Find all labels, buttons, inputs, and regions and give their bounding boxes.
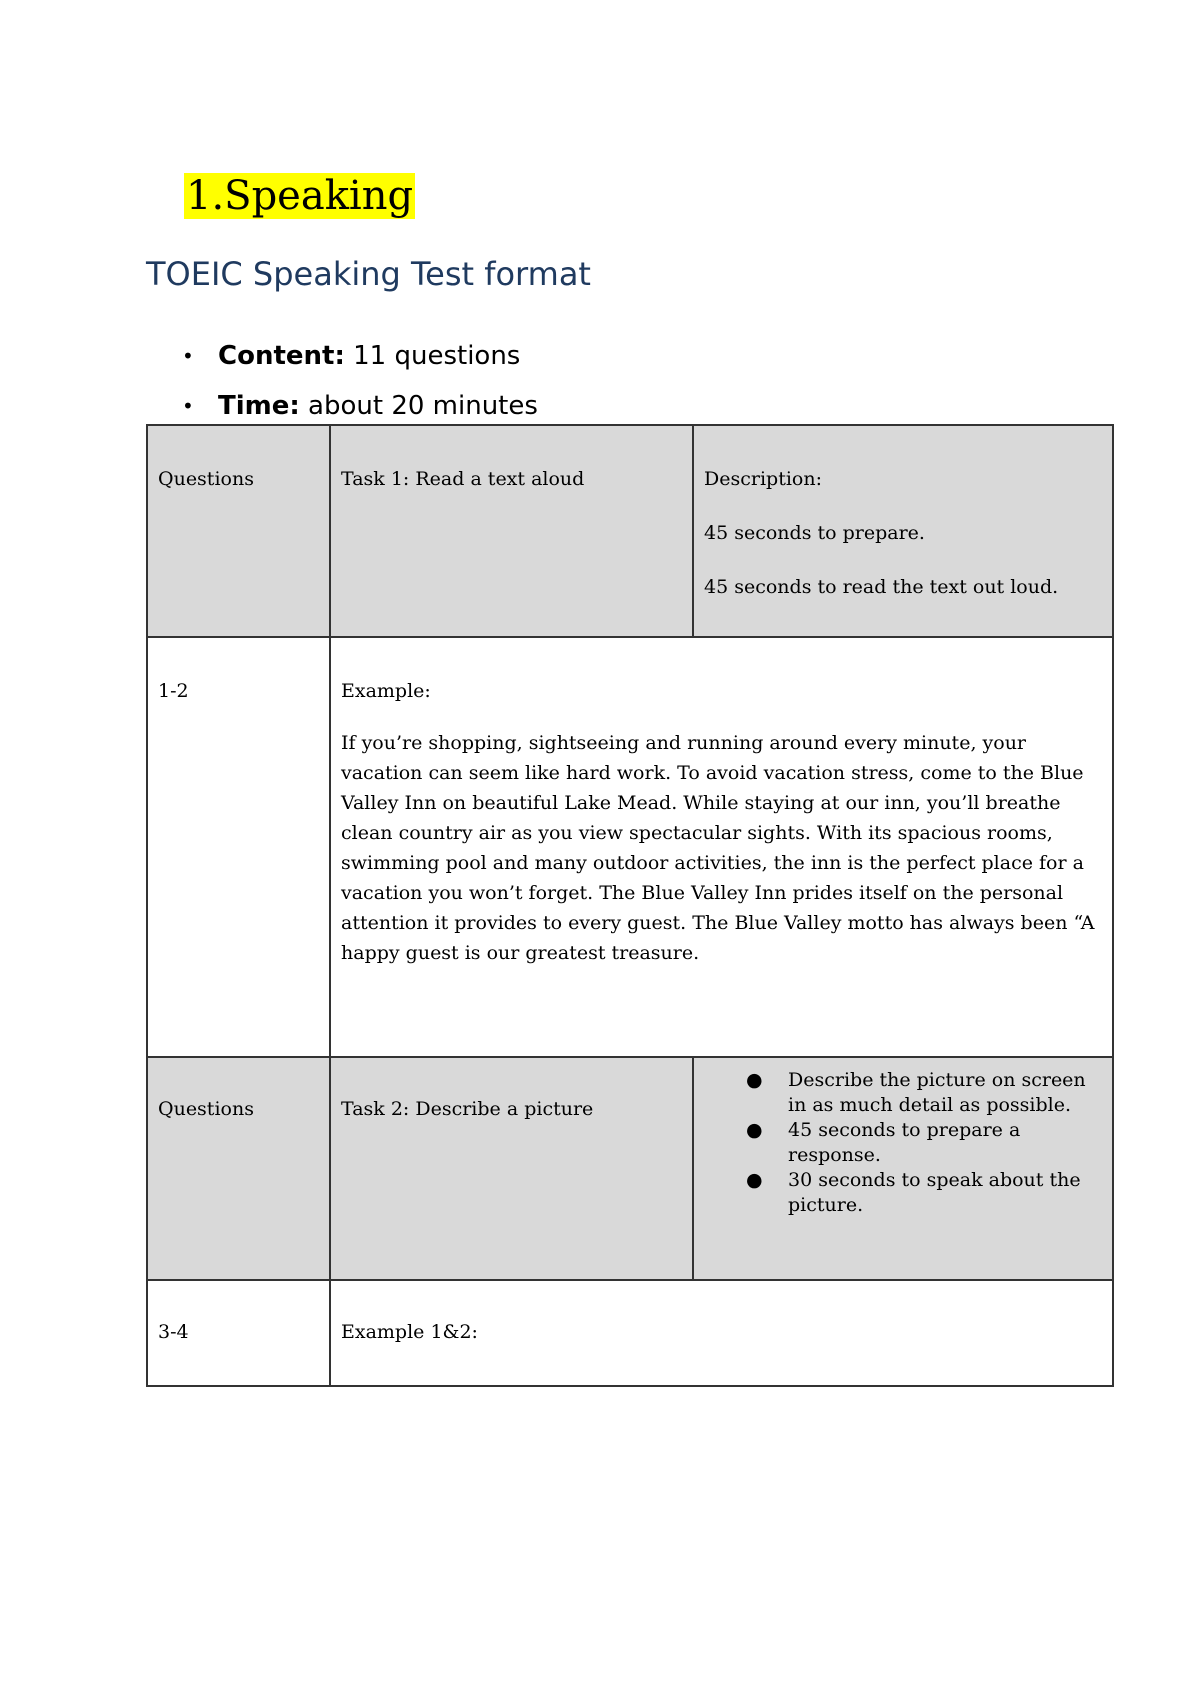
summary-list — [146, 336, 538, 436]
table-cell: Questions — [147, 425, 330, 637]
table-row — [147, 1057, 1113, 1280]
bullet-icon: ● — [746, 1169, 763, 1191]
bullet-icon: • — [182, 394, 194, 418]
description-line: 45 seconds to read the text out loud. — [704, 576, 1059, 598]
table-cell — [330, 637, 1113, 1057]
list-item — [704, 1068, 1102, 1118]
table-cell: Task 1: Read a text aloud — [330, 425, 693, 637]
task-table — [146, 424, 1114, 1387]
bullet-icon: ● — [746, 1069, 763, 1091]
table-cell: 1-2 — [147, 637, 330, 1057]
bullet-text: Describe the picture on screen in as much detail as possible. — [788, 1069, 1086, 1116]
list-item — [146, 336, 538, 386]
table-row — [147, 1280, 1113, 1386]
table-cell: Questions — [147, 1057, 330, 1280]
example-text: If you’re shopping, sightseeing and running around every minute, your vacation can seem like hard work. To avoid vacation stress, come to the Blue Valley Inn on beautiful Lake Mead. While staying at our inn, you’ll breathe clean country air as you view spectacular sights. With its spacious rooms, swimming pool and many outdoor activities, the inn is the perfect place for a vacation you won’t forget. The Blue Valley Inn prides itself on the personal attention it provides to every guest. The Blue Valley motto has always been “A happy guest is our greatest treasure. — [341, 732, 1095, 964]
summary-label: Time: — [218, 391, 300, 421]
summary-value: about 20 minutes — [299, 391, 538, 421]
summary-value: 11 questions — [344, 341, 521, 371]
table-cell: Task 2: Describe a picture — [330, 1057, 693, 1280]
section-heading-text: 1.Speaking — [186, 173, 414, 219]
table-cell: Example 1&2: — [330, 1280, 1113, 1386]
list-item — [704, 1118, 1102, 1168]
bullet-icon: • — [182, 344, 194, 368]
task-bullet-list — [704, 1068, 1102, 1218]
description-line: 45 seconds to prepare. — [704, 522, 925, 544]
description-title: Description: — [704, 468, 822, 490]
table-cell: 3-4 — [147, 1280, 330, 1386]
bullet-icon: ● — [746, 1119, 763, 1141]
bullet-text: 45 seconds to prepare a response. — [788, 1119, 1021, 1166]
table-row — [147, 425, 1113, 637]
section-heading — [184, 168, 415, 224]
table-cell — [693, 1057, 1113, 1280]
page-subtitle: TOEIC Speaking Test format — [146, 255, 591, 293]
list-item — [704, 1168, 1102, 1218]
example-label: Example: — [341, 680, 431, 702]
table-row — [147, 637, 1113, 1057]
bullet-text: 30 seconds to speak about the picture. — [788, 1169, 1081, 1216]
table-cell — [693, 425, 1113, 637]
summary-label: Content: — [218, 341, 345, 371]
